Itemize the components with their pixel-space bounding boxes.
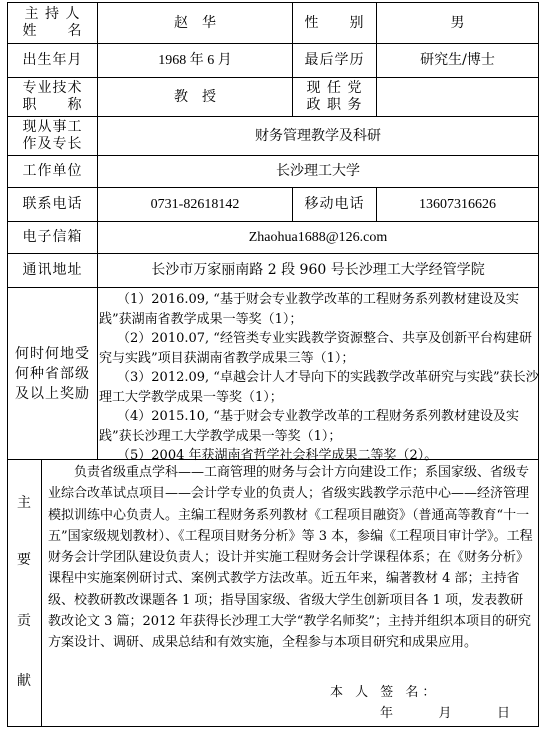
phone-value: 0731-82618142 (150, 197, 240, 212)
party-position-value (377, 78, 538, 116)
unit-value: 长沙理工大学 (276, 163, 360, 179)
party-position-label (293, 78, 376, 116)
date-day: 日 (496, 706, 510, 721)
label-line: 姓 名 (22, 23, 83, 39)
birth-label: 出生年月 (22, 52, 83, 68)
email-value: Zhaohua1688@126.com (248, 230, 388, 245)
unit-label: 工作单位 (22, 163, 83, 179)
label-line: 职 称 (22, 97, 83, 113)
gender-value: 男 (450, 14, 465, 31)
title-label (8, 78, 97, 116)
award-item: （1）2016.09, “基于财会专业教学改革的工程财务系列教材建设及实践”获湖南省教学成果一等奖（1）； (99, 292, 519, 327)
birth-value: 1968 年 6 月 (158, 53, 232, 68)
award-item: （4）2015.10, “基于财会专业教学改革的工程财务系列教材建设及实践”获长沙理工大学教学成果一等奖（1）； (99, 409, 519, 444)
label-line: 何种省部级 (15, 365, 90, 382)
date-month: 月 (438, 706, 452, 721)
contribution-text (48, 462, 536, 654)
title-value: 教 授 (174, 88, 216, 105)
award-item: （5）2004 年获湖南省哲学社会科学成果二等奖（2）。 (117, 448, 438, 463)
label-line: 及以上奖励 (15, 385, 90, 402)
signature-label: 本 人 签 名： (330, 685, 440, 700)
address-value: 长沙市万家丽南路 2 段 960 号长沙理工大学经管学院 (151, 262, 485, 278)
contrib-label-char: 贡 (17, 613, 31, 629)
col-line (41, 459, 42, 727)
host-name-label (8, 3, 97, 43)
award-item: （2）2010.07, “经管类专业实践教学资源整合、共享及创新平台构建研究与实践”项目获湖南省教学成果三等（1）； (99, 331, 532, 366)
border-bottom (7, 726, 539, 727)
label-line: 专业技术 (22, 80, 83, 96)
phone-label: 联系电话 (22, 196, 83, 212)
label-line: 现从事工 (22, 119, 83, 135)
label-line: 政 职 务 (306, 97, 363, 113)
label-line: 何时何地受 (15, 345, 90, 362)
contrib-label-char: 主 (17, 495, 31, 511)
address-label: 通讯地址 (22, 262, 83, 278)
mobile-label: 移动电话 (304, 196, 365, 212)
education-value: 研究生/博士 (420, 52, 495, 68)
signature-date (380, 702, 510, 721)
label-line: 现 任 党 (306, 80, 363, 96)
host-name-value: 赵 华 (174, 14, 216, 31)
award-item: （3）2012.09, “卓越会计人才导向下的实践教学改革研究与实践”获长沙理工大学教学成果一等奖（1）； (99, 370, 539, 405)
date-year: 年 (380, 706, 394, 721)
contrib-label-char: 要 (17, 552, 31, 568)
label-line: 主 持 人 (24, 6, 81, 22)
email-label: 电子信箱 (22, 229, 83, 245)
work-value: 财务管理教学及科研 (255, 127, 381, 144)
awards-label (8, 288, 97, 459)
work-label (8, 117, 97, 155)
awards-list (99, 290, 539, 466)
contribution-paragraph: 负责省级重点学科——工商管理的财务与会计方向建设工作；系国家级、省级专业综合改革试点项目——会计学专业的负责人；省级实践教学示范中心——经济管理模拟训练中心负责人。主编工程财务系列教材《工程项目融资》（普通高等教育“十一五”国家级规划教材）、《工程项目财务分析》等 3 本，参编《工程项目审计学》。工程财务会计学团队建设负责人；设计并实施工程财务会计学课程体系；在《财务分析》课程中实施案例研讨式、案例式教学方法改革。近五年来，编著教材 4 部；主持省级、校教研教改课题各 1 项；指导国家级、省级大学生创新项目各 1 项，发表教研教改论文 3 篇；2012 年获得长沙理工大学“教学名师奖”；主持并组织本项目的研究方案设计、调研、成果总结和有效实施，全程参与本项目研究和成果应用。 (48, 465, 533, 651)
gender-label: 性 别 (304, 14, 365, 31)
education-label: 最后学历 (304, 52, 365, 68)
contrib-label-char: 献 (17, 673, 31, 689)
mobile-value: 13607316626 (419, 197, 496, 212)
label-line: 作及专长 (22, 136, 83, 152)
